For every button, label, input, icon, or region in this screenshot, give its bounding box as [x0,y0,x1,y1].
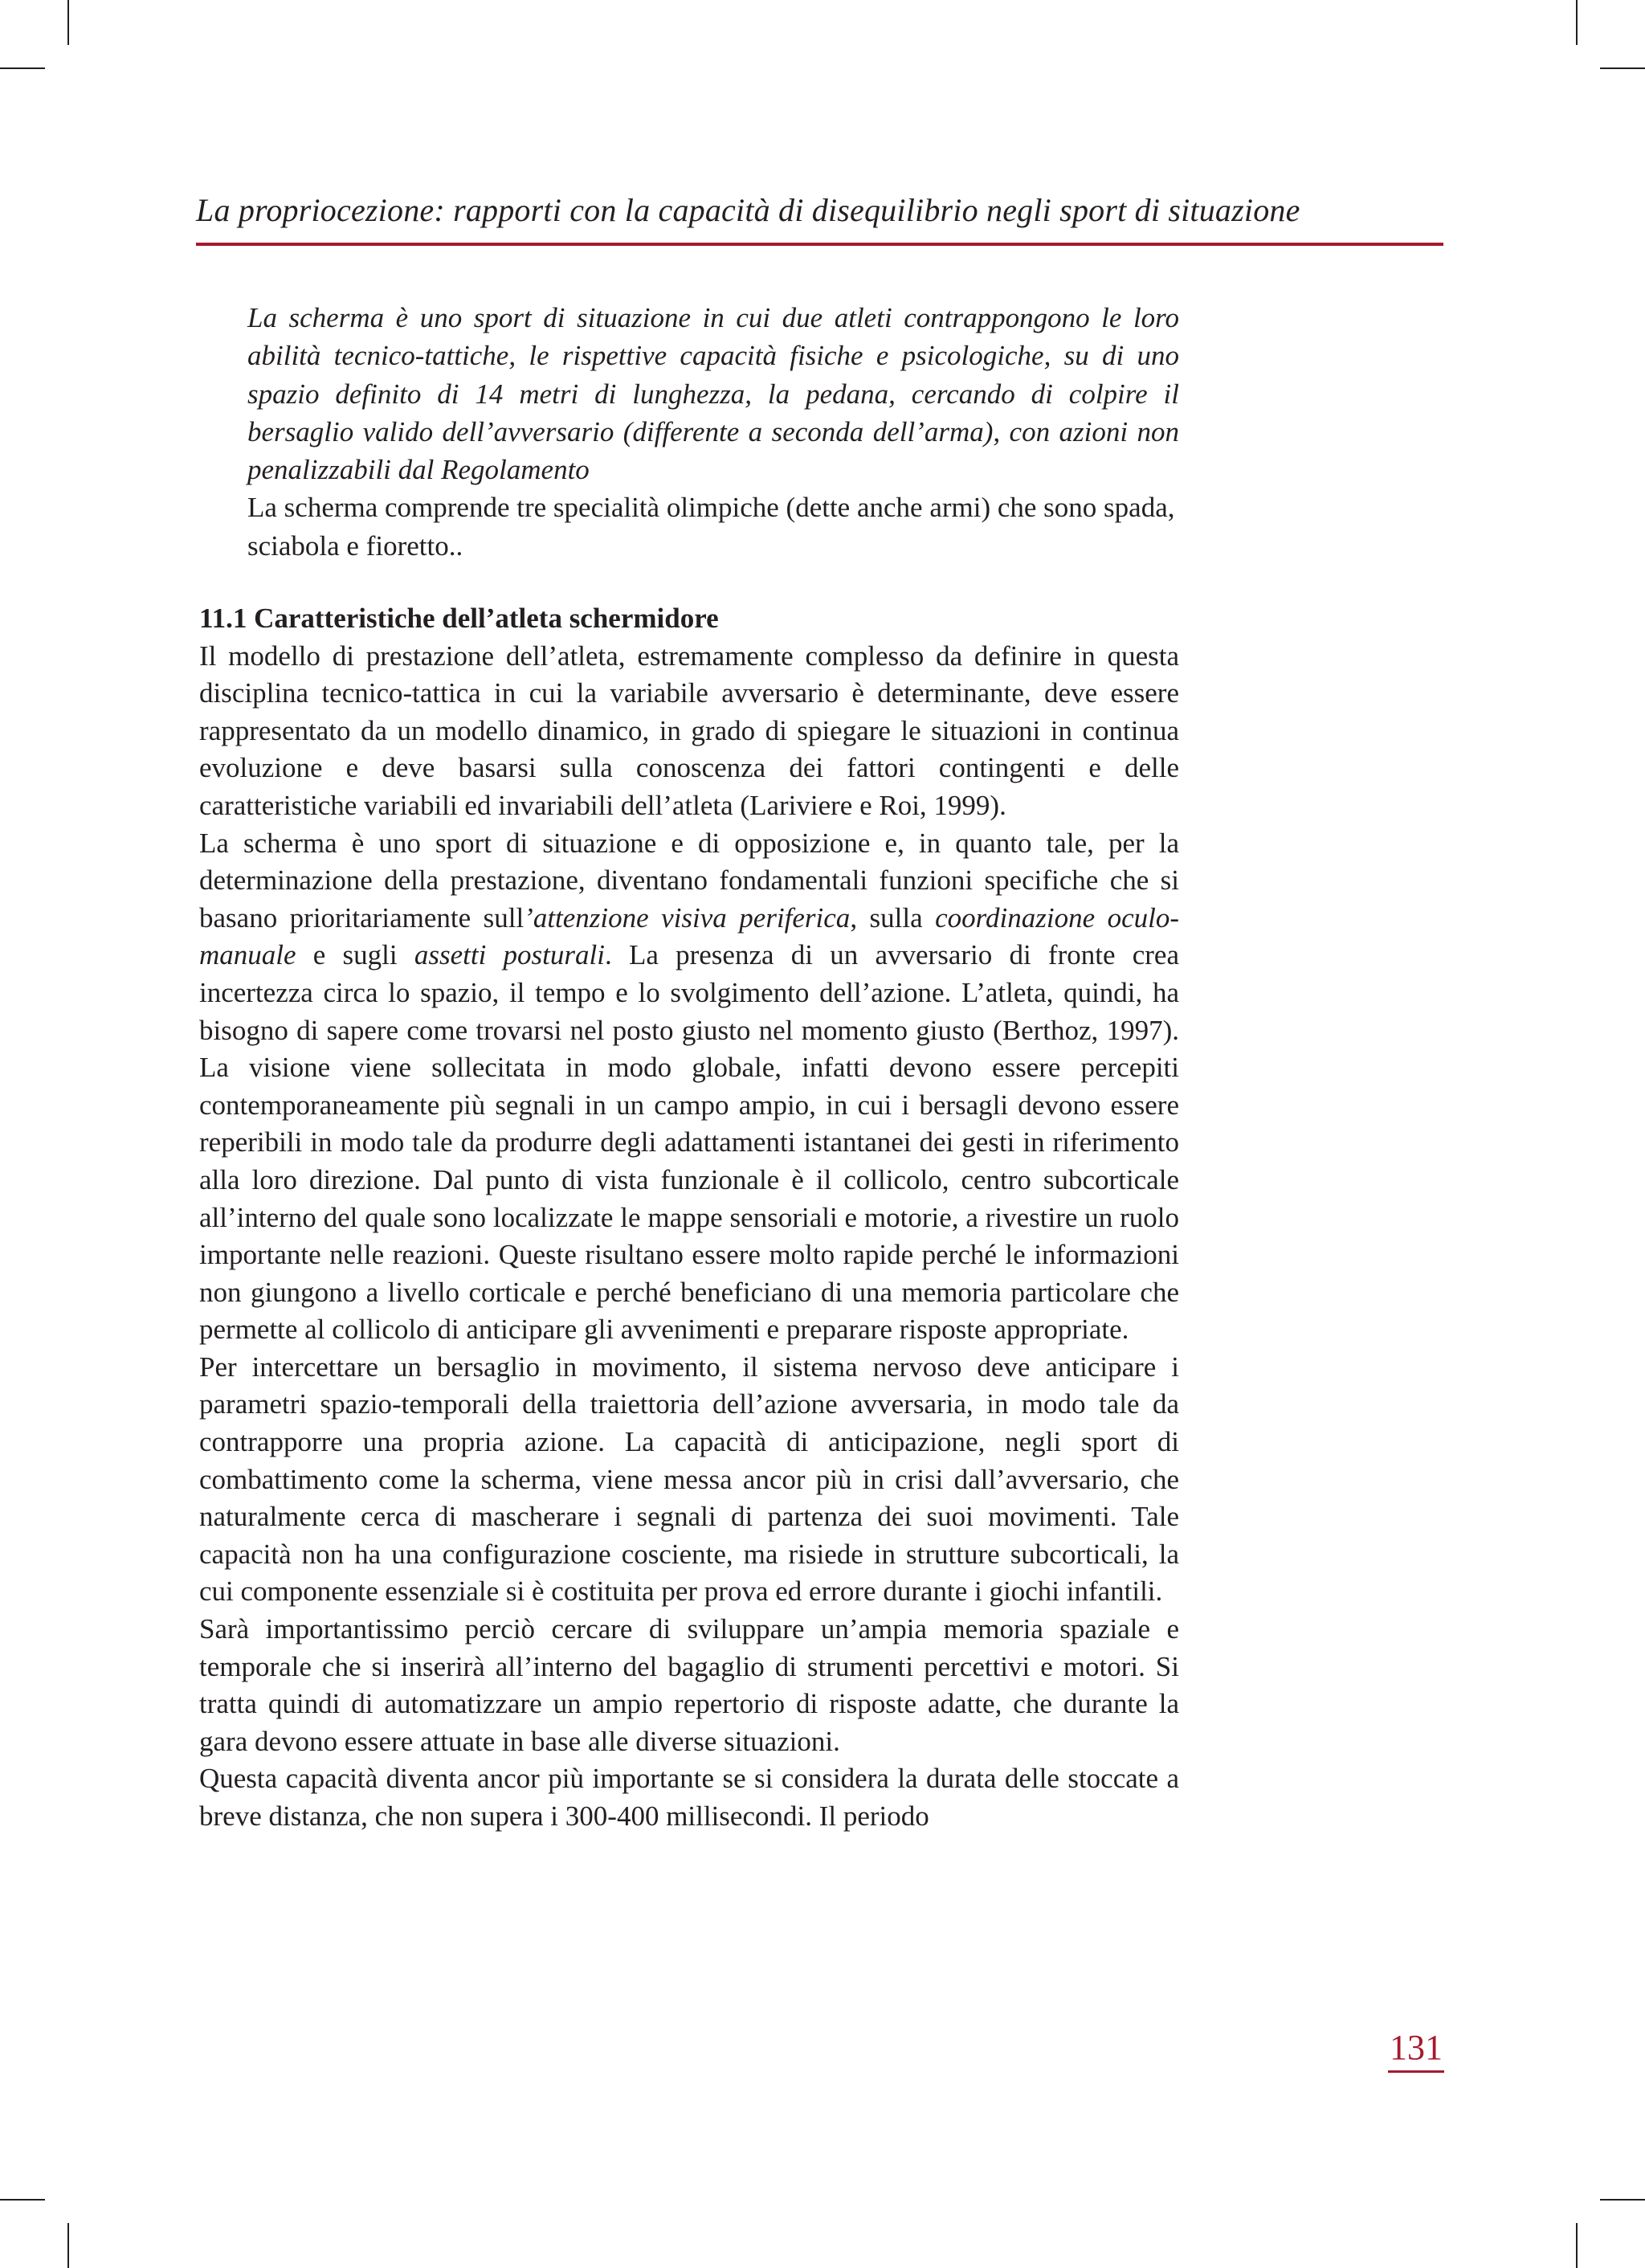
paragraph-4: Sarà importantissimo perciò cercare di sviluppare un’ampia memoria spaziale e temporale che si inserirà all’interno del bagaglio di strumenti percettivi e motori. Si tratta quindi di automatizzare un ampio repertorio di risposte adatte, che durante la gara devono essere attuate in base alle diverse situazioni. [199,1613,1179,1757]
running-head: La propriocezione: rapporti con la capacità di disequilibrio negli sport di situazione [196,192,1300,228]
paragraph-2-part-3: e sugli [296,939,414,971]
crop-mark-bottom-left-vertical [67,2223,69,2268]
paragraph-2-part-4: . La presenza di un avversario di fronte crea incertezza circa lo spazio, il tempo e lo svolgimento dell’azione. L’atleta, quindi, ha bisogno di sapere come trovarsi nel posto giusto nel momento giusto (Berthoz, 1997). La visione viene sollecitata in modo globale, infatti devono essere percepiti contemporaneamente più segnali in un campo ampio, in cui i bersagli devono essere reperibili in modo tale da produrre degli adattamenti istantanei dei gesti in riferimento alla loro direzione. Dal punto di vista funzionale è il collicolo, centro subcorticale all’interno del quale sono localizzate le mappe sensoriali e motorie, a rivestire un ruolo importante nelle reazioni. Queste risultano essere molto rapide perché le informazioni non giungono a livello corticale e perché beneficiano di una memoria particolare che permette al collicolo di anticipare gli avvenimenti e preparare risposte appropriate. [199,939,1179,1346]
emphasis-attenzione-visiva: ’attenzione visiva periferica [524,901,851,934]
paragraph-2 [199,825,1179,1349]
paragraph-3: Per intercettare un bersaglio in movimento, il sistema nervoso deve anticipare i parametri spazio-temporali della traiettoria dell’azione avversaria, in modo tale da contrapporre una propria azione. La capacità di anticipazione, negli sport di combattimento come la scherma, viene messa ancor più in crisi dall’avversario, che naturalmente cerca di mascherare i segnali di partenza dei suoi movimenti. Tale capacità non ha una configurazione cosciente, ma risiede in strutture subcorticali, la cui componente essenziale si è costituita per prova ed errore durante i giochi infantili. [199,1351,1179,1608]
paragraph-2-part-2: , sulla [850,901,936,934]
crop-mark-bottom-right-horizontal [1600,2199,1645,2201]
paragraph-1: Il modello di prestazione dell’atleta, estremamente complesso da definire in questa disciplina tecnico-tattica in cui la variabile avversario è determinante, deve essere rappresentato da un modello dinamico, in grado di spiegare le situazioni in continua evoluzione e deve basarsi sulla conoscenza dei fattori contingenti e delle caratteristiche variabili ed invariabili dell’atleta (Lariviere e Roi, 1999). [199,640,1179,821]
running-head-rule [196,243,1443,246]
crop-mark-top-left-horizontal [0,67,45,69]
emphasis-assetti-posturali: assetti posturali [414,939,605,971]
crop-mark-top-right-vertical [1576,0,1578,45]
crop-mark-top-right-horizontal [1600,67,1645,69]
emphasis-coordinazione: coordinazione oculo-manuale [199,901,1179,971]
page-number: 131 [1390,2028,1443,2067]
page-number-rule [1388,2070,1444,2073]
crop-mark-bottom-left-horizontal [0,2199,45,2201]
crop-mark-top-left-vertical [67,0,69,45]
intro-quote-roman: La scherma comprende tre specialità olimpiche (dette anche armi) che sono spada, sciabola e fioretto.. [247,492,1175,562]
paragraph-2-part-1: La scherma è uno sport di situazione e di opposizione e, in quanto tale, per la determinazione della prestazione, diventano fondamentali funzioni specifiche che si basano prioritariamente sull [199,827,1179,934]
section-title: 11.1 Caratteristiche dell’atleta schermidore [199,603,719,634]
intro-quote [247,299,1179,565]
intro-quote-italic: La scherma è uno sport di situazione in cui due atleti contrappongono le loro abilità tecnico-tattiche, le rispettive capacità fisiche e psicologiche, su di uno spazio definito di 14 metri di lunghezza, la pedana, cercando di colpire il bersaglio valido dell’avversario (differente a seconda dell’arma), con azioni non penalizzabili dal Regolamento [247,302,1179,486]
crop-mark-bottom-right-vertical [1576,2223,1578,2268]
paragraph-5: Questa capacità diventa ancor più importante se si considera la durata delle stoccate a breve distanza, che non supera i 300-400 millisecondi. Il periodo [199,1763,1179,1832]
main-content [199,600,1179,1836]
